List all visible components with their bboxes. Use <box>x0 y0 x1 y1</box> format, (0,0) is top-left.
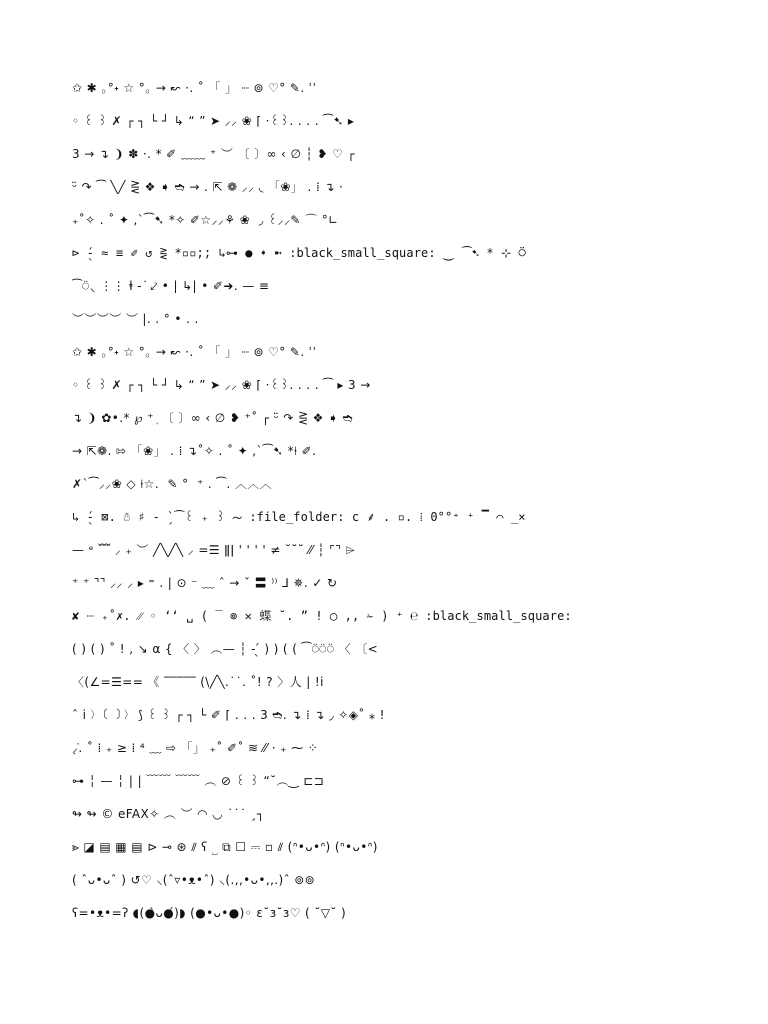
symbol-line-3: 3 → ↴ ❩ ✽ ·. * ✐ ﹏﹏ ⁺ ︶ 〔 〕∞ ‹ ∅ ┆ ❥ ♡ ┌ <box>72 147 356 161</box>
symbol-line-5: ₊˚✧ . ˚ ✦ ,`⁀➷ *✧ ✐☆⸝⸝⚘ ❀ ͏ ◞ ꒰⸝⸝✎ ⌒ °∟ <box>72 213 339 227</box>
symbol-line-6: ⊳ ̖́- ≈ ≡ ✐ ↺ ⋛ *▫▫;; ↳⊶ ● ➧ ➼ :black_small_square: ⏝ ⁀➷ * ⊹ ⍥ <box>72 246 526 260</box>
symbol-line-11: ↴ ❩ ✿•.* ℘ ⁺ ᷂ 〔 〕∞ ‹ ∅ ❥ ⁺˚ ┌ ᵕ̈ ↷ ⋛ ❖ ➧ ➬ <box>72 411 354 425</box>
symbol-line-9: ✩ ✱ ｡°˖ ☆ °｡ → ↜ ·. ˚ 「 」 ┈ ⊚ ♡° ✎. ʾʾ <box>72 345 317 359</box>
symbol-line-24: ⪢ ◪ ▤ ▦ ▤ ⊳ ⊸ ⊛ ⫽ ʕ ⎵ ⧉ ☐ ⎓ ▫ ⫽ (ᐢ•ᴗ•ᐢ) (ᐢ•ᴗ•ᐢ) <box>72 840 378 854</box>
symbol-line-17: ✘ ┈ ₊˚✗. ⁄⁄ ◦ ‘‘ ␣ ( ‾ ⊚ ✕ 蝶 ˘. ” ! ◯ ,, ✁ ) ⁺ ℮ :black_small_square: <box>72 609 572 623</box>
symbol-line-20: ˆ i 〉〔 〕〉 ⟆ ꒰ ꒱ ┌ ┐ └ ✐ ⌈ . . . 3 ➬. ↴ ⁞ ↴ ◞ ✧◈˚ ⁎ ! <box>72 708 385 722</box>
symbol-line-7: ⁀⍥⸜ ⋮⋮ ⱡ - ͘ ⤦ • | ↳| • ✐➜. — ≡ <box>72 279 270 293</box>
symbol-line-2: ◦ ꒰ ꒱ ✗ ┌ ┐ └ ┘ ↳ “ ” ➤ ⸝⸝ ❀ ⌈ ·꒰꒱. . . . ⁀➷ ▸ <box>72 114 355 128</box>
symbol-line-25: ( ˆᴗ•ᴗˆ ) ↺♡ ⸜(ˆ▿•ᴥ•ˆ) ⸜(.,,•ᴗ•,,.)ˆ ⊚⊚ <box>72 873 316 887</box>
symbol-line-10: ◦ ꒰ ꒱ ✗ ┌ ┐ └ ┘ ↳ “ ” ➤ ⸝⸝ ❀ ⌈ ·꒰꒱. . . . ⁀ ▸ 3 → <box>72 378 371 392</box>
symbol-line-22: ⊶ ╎ — ╎ | | ﹋﹋ ﹋﹋ ︵ ⊘ ꒰ ꒱ “˘︵‿ ⊏⊐ <box>72 774 325 788</box>
symbol-line-16: ⁺ ⁺ ⌝⌝ ⸝⸝ ⸝ ▸ ⁼ . | ⊙ ⁻ ﹏ ˆ → ˇ 〓 ⁾⁾ ⅃ ✵. ✓ ↻ <box>72 576 338 590</box>
symbol-line-4: ᵕ̈ ↷ ⁀ ╲╱ ⋛ ❖ ➧ ➬ → . ⇱ ❁ ⸝⸝ ◟ 「❀」 . ⁞ ↴ · <box>72 180 344 194</box>
symbol-line-15: — ᵉ ﹌ ⸝ ₊ ︶ ╱╲╱╲ ⸝ =☰ ǁǀ ' ' ' ' ≠ ˘˘˘ ⁄⁄ ┆ ⌜⌝ ⌲ <box>72 543 356 557</box>
symbol-line-1: ✩ ✱ ｡°˖ ☆ °｡ → ↜ ·. ˚ 「 」 ┈ ⊚ ♡° ✎. ʾʾ <box>72 81 317 95</box>
symbol-line-23: ↬ ↬ © eFAX✧ ︵ ︶ ◠ ◡ ˙˙˙ ¸┐ <box>72 807 265 821</box>
symbol-line-8: ︶︶︶︶ ︶ |. . ° • . . <box>72 312 199 326</box>
symbol-line-14: ↳ ̖́- ⊠. ☃ ♯ - ̗̀ ⁀꒰ ₊ ꒱ ～ :file_folder: c ⸙ . ▫. ⁞ 0°°⁺ ⁺ ▔ ⌒ _× <box>72 510 526 524</box>
symbol-line-21: ⸝̣̇. ˚ ⁞ ₊ ≥ ⁞ ⁴ ﹏ ⇨ 「」 ₊˚ ✐˚ ≋ ⁄⁄ · ₊ ⁓ ⁘ <box>72 741 319 755</box>
symbol-line-18: ( ) ( ) ˚ ! , ↘ α { 〈 〉 ︵— ┆ - ̖́ ) ) ( ( ⁀⍥⍥⍥ 〈 〔< <box>72 642 379 656</box>
symbol-line-13: ✗`⁀⸝⸝❀ ◇ ⍿☆. ͏ ✎ ° ͏ ⁺ . ⁀. ︿︿︿ <box>72 477 273 491</box>
symbol-line-19: 〈(∠=☰== 《 ‾‾‾‾‾ (\╱╲.˙˙. ˚! ? 〉人 | !i <box>72 675 324 689</box>
symbol-line-26: ʕ=•ᴥ•=ʔ ◖(●̀ᴗ●́)◗ (●•ᴗ•●)◦ ε˘з˘з♡ ( ˘▽˘ ) <box>72 906 347 920</box>
symbol-line-12: → ⇱❁. ⇰ 「❀」 . ⁞ ↴˚✧ . ˚ ✦ ,`⁀➷ *⍿ ✐. <box>72 444 317 458</box>
